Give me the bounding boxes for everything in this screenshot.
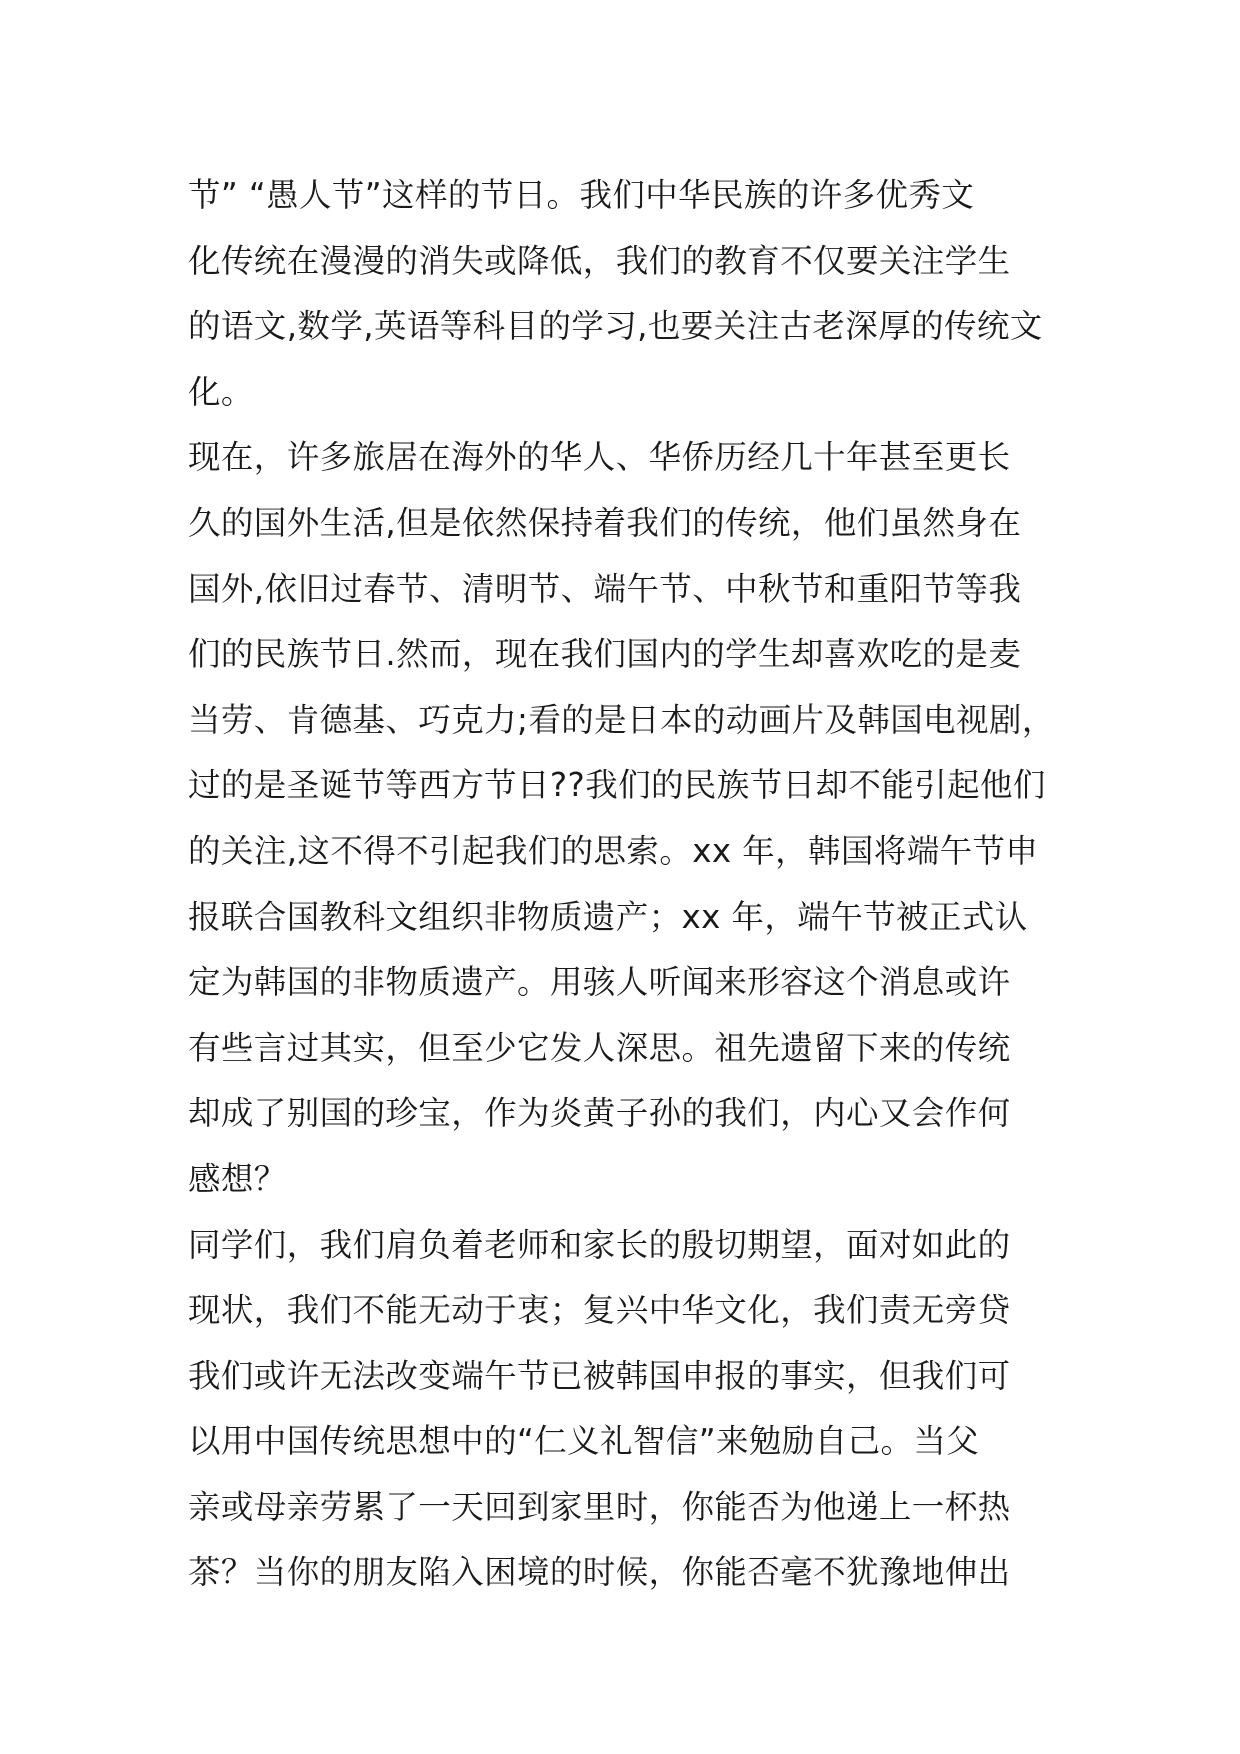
text-line: 的语文,数学,英语等科目的学习,也要关注古老深厚的传统文	[188, 307, 1043, 346]
text-line: 报联合国教科文组织非物质遗产；xx 年，端午节被正式认	[188, 897, 1028, 936]
text-line: 节” “愚人节”这样的节日。我们中华民族的许多优秀文	[188, 176, 975, 214]
text-line: 过的是圣诞节等西方节日??我们的民族节日却不能引起他们	[188, 766, 1046, 805]
text-line: 化传统在漫漫的消失或降低，我们的教育不仅要关注学生	[188, 241, 1011, 280]
text-line: 同学们，我们肩负着老师和家长的殷切期望，面对如此的	[188, 1225, 1011, 1264]
text-line: 以用中国传统思想中的“仁义礼智信”来勉励自己。当父	[188, 1422, 980, 1461]
text-line: 我们或许无法改变端午节已被韩国申报的事实，但我们可	[188, 1356, 1011, 1395]
text-line: 国外,依旧过春节、清明节、端午节、中秋节和重阳节等我	[188, 569, 1022, 608]
text-line: 当劳、肯德基、巧克力;看的是日本的动画片及韩国电视剧，	[188, 700, 1055, 739]
text-line: 茶？当你的朋友陷入困境的时候，你能否毫不犹豫地伸出	[188, 1553, 1011, 1592]
text-line: 有些言过其实，但至少它发人深思。祖先遗留下来的传统	[188, 1028, 1011, 1067]
text-line: 化。	[188, 372, 254, 411]
text-line: 现在，许多旅居在海外的华人、华侨历经几十年甚至更长	[188, 438, 1011, 477]
text-line: 们的民族节日.然而，现在我们国内的学生却喜欢吃的是麦	[188, 635, 1022, 674]
text-line: 感想？	[188, 1159, 287, 1198]
text-line: 现状，我们不能无动于衷；复兴中华文化，我们责无旁贷	[188, 1291, 1011, 1330]
text-line: 定为韩国的非物质遗产。用骇人听闻来形容这个消息或许	[188, 963, 1011, 1002]
text-line: 亲或母亲劳累了一天回到家里时，你能否为他递上一杯热	[188, 1487, 1011, 1526]
text-line: 的关注,这不得不引起我们的思索。xx 年，韩国将端午节申	[188, 831, 1039, 870]
text-line: 却成了别国的珍宝，作为炎黄子孙的我们，内心又会作何	[188, 1094, 1011, 1133]
body-text	[188, 163, 1088, 1606]
text-line: 久的国外生活,但是依然保持着我们的传统，他们虽然身在	[188, 503, 1022, 542]
